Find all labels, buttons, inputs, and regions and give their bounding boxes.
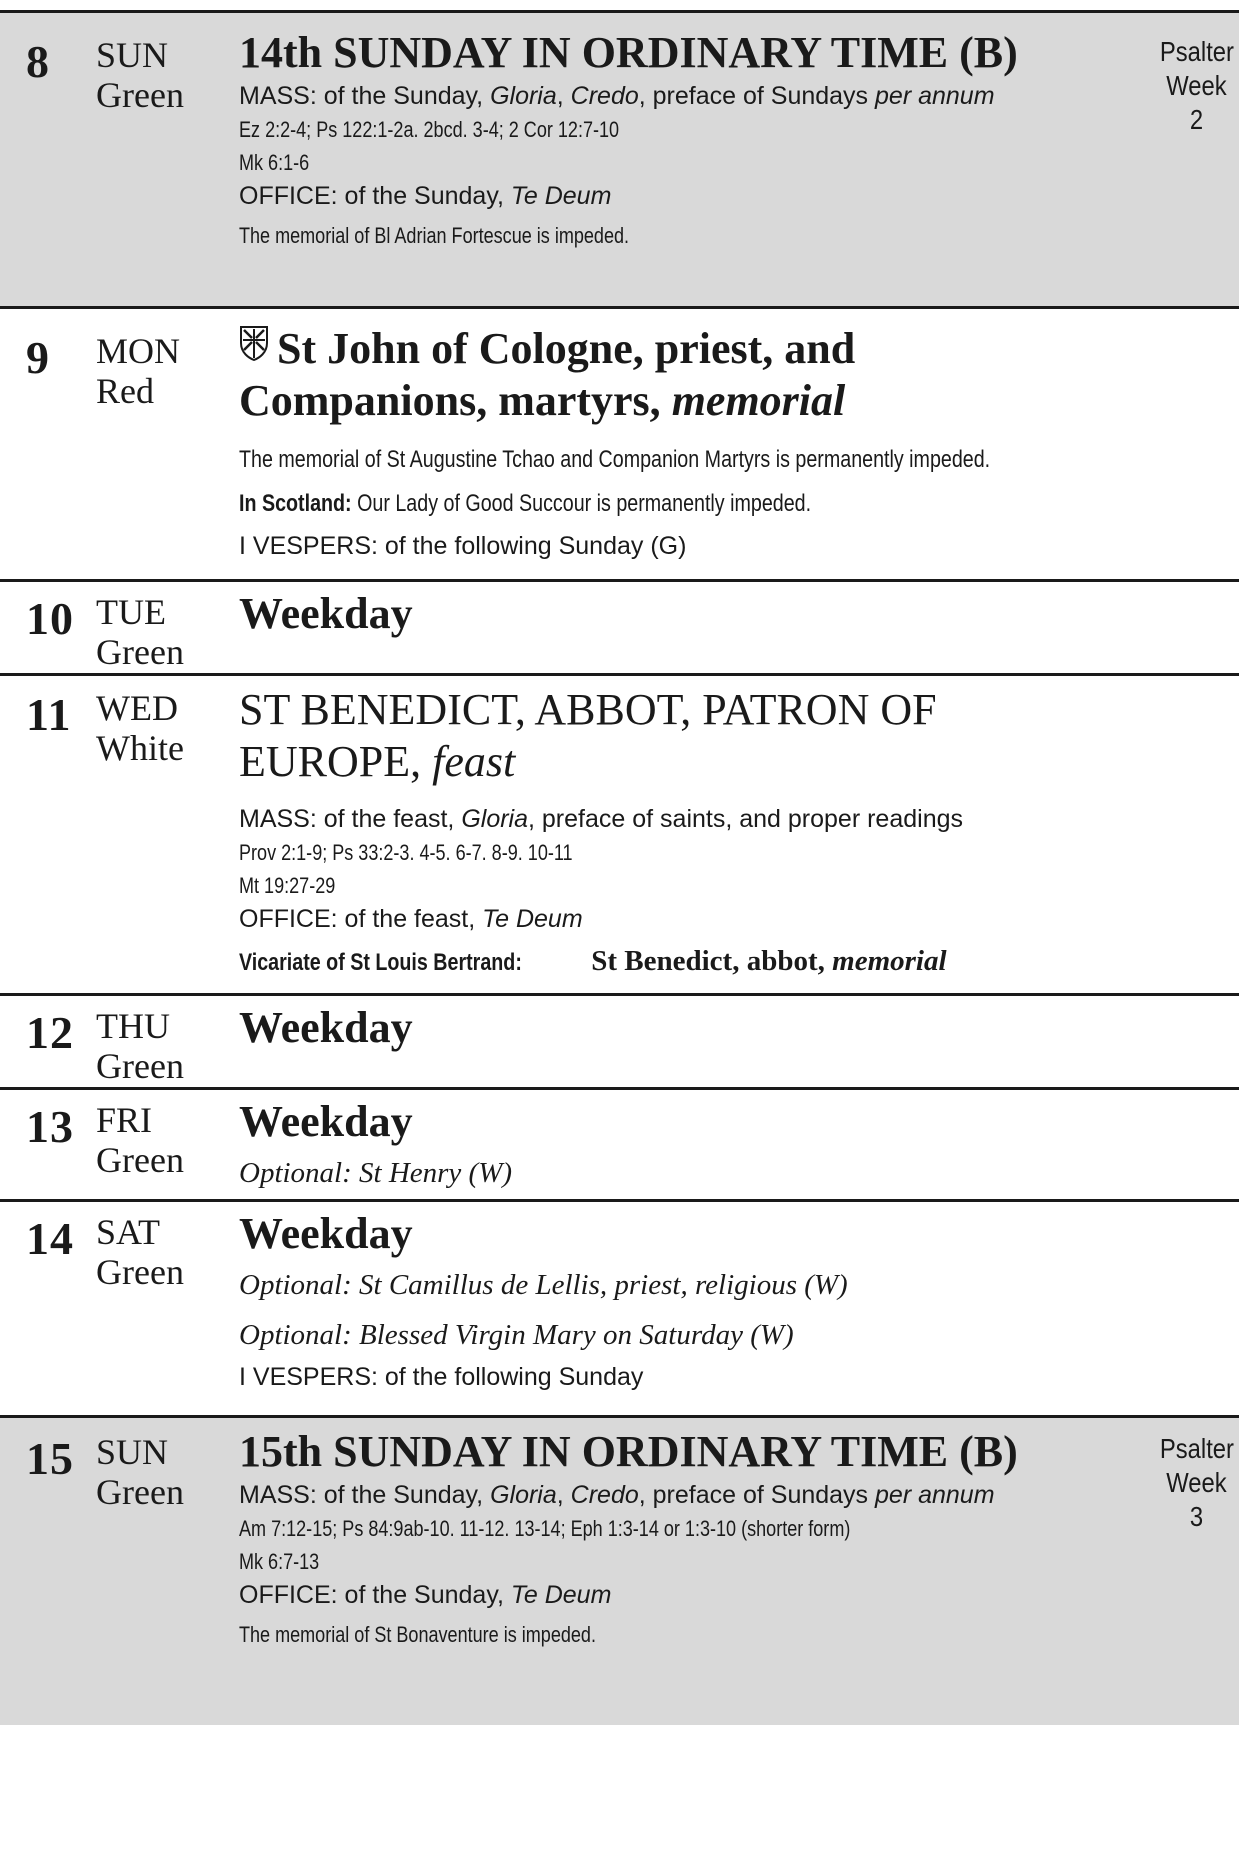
vespers-line: I VESPERS: of the following Sunday (G) bbox=[239, 532, 687, 560]
celebration-title: 14th SUNDAY IN ORDINARY TIME (B) bbox=[239, 28, 1018, 77]
entry-content bbox=[239, 323, 1109, 563]
office-line: OFFICE: of the Sunday, Te Deum bbox=[239, 1581, 612, 1609]
readings-line: Am 7:12-15; Ps 84:9ab-10. 11-12. 13-14; Eph 1:3-14 or 1:3-10 (shorter form) bbox=[239, 1516, 851, 1541]
day-of-week: SAT Green bbox=[96, 1212, 184, 1292]
vespers-line: I VESPERS: of the following Sunday bbox=[239, 1363, 644, 1391]
day-of-week: THU Green bbox=[96, 1006, 184, 1086]
gospel-line: Mk 6:1-6 bbox=[239, 150, 310, 175]
liturgical-colour: Green bbox=[96, 75, 184, 115]
mass-line: MASS: of the Sunday, Gloria, Credo, preface of Sundays per annum bbox=[239, 1481, 995, 1509]
office-line: OFFICE: of the Sunday, Te Deum bbox=[239, 182, 612, 210]
calendar-entry-9 bbox=[0, 306, 1239, 579]
day-number: 11 bbox=[26, 689, 72, 740]
psalter-week: Psalter Week 2 bbox=[1159, 36, 1234, 135]
calendar-entry-8 bbox=[0, 10, 1239, 306]
impeded-note: The memorial of St Augustine Tchao and Companion Martyrs is permanently impeded. bbox=[239, 446, 991, 473]
day-number: 12 bbox=[26, 1007, 74, 1058]
calendar-entry-15 bbox=[0, 1415, 1239, 1725]
mass-line: MASS: of the Sunday, Gloria, Credo, preface of Sundays per annum bbox=[239, 82, 995, 110]
liturgical-colour: White bbox=[96, 728, 184, 768]
impeded-note: The memorial of Bl Adrian Fortescue is impeded. bbox=[239, 223, 630, 248]
calendar-entry-13 bbox=[0, 1087, 1239, 1199]
day-number: 9 bbox=[26, 332, 50, 383]
calendar-entry-11 bbox=[0, 673, 1239, 993]
optional-memorial: Optional: Blessed Virgin Mary on Saturday (W) bbox=[239, 1319, 794, 1351]
entry-content bbox=[239, 588, 1109, 640]
liturgical-colour: Green bbox=[96, 632, 184, 672]
celebration-title: Weekday bbox=[239, 589, 413, 638]
entry-content bbox=[239, 27, 1109, 252]
gospel-line: Mk 6:7-13 bbox=[239, 1549, 320, 1574]
day-of-week: WED White bbox=[96, 688, 184, 768]
day-number: 14 bbox=[26, 1213, 74, 1264]
celebration-title: Weekday bbox=[239, 1003, 413, 1052]
calendar-entry-14 bbox=[0, 1199, 1239, 1415]
optional-memorial: Optional: St Henry (W) bbox=[239, 1157, 513, 1189]
calendar-entry-12 bbox=[0, 993, 1239, 1087]
scotland-note: In Scotland: Our Lady of Good Succour is permanently impeded. bbox=[239, 490, 812, 517]
day-number: 15 bbox=[26, 1433, 74, 1484]
impeded-note: The memorial of St Bonaventure is impeded. bbox=[239, 1622, 596, 1647]
celebration-title: ST BENEDICT, ABBOT, PATRON OF bbox=[239, 685, 937, 734]
day-of-week: MON Red bbox=[96, 331, 181, 411]
readings-line: Ez 2:2-4; Ps 122:1-2a. 2bcd. 3-4; 2 Cor 12:7-10 bbox=[239, 117, 620, 142]
liturgical-colour: Green bbox=[96, 1252, 184, 1292]
celebration-title-line2: Companions, martyrs, memorial bbox=[239, 376, 846, 425]
liturgical-colour: Green bbox=[96, 1140, 184, 1180]
optional-memorial: Optional: St Camillus de Lellis, priest, religious (W) bbox=[239, 1269, 848, 1301]
day-of-week: TUE Green bbox=[96, 592, 184, 672]
office-line: OFFICE: of the feast, Te Deum bbox=[239, 905, 583, 933]
entry-content bbox=[239, 1208, 1109, 1394]
day-number: 10 bbox=[26, 593, 74, 644]
liturgical-colour: Green bbox=[96, 1472, 184, 1512]
vicariate-note: Vicariate of St Louis Bertrand: St Benedict, abbot, memorial bbox=[239, 945, 947, 977]
gospel-line: Mt 19:27-29 bbox=[239, 873, 336, 898]
entry-content bbox=[239, 684, 1109, 982]
mass-line: MASS: of the feast, Gloria, preface of saints, and proper readings bbox=[239, 805, 964, 833]
day-number: 8 bbox=[26, 36, 50, 87]
celebration-title: St John of Cologne, priest, and bbox=[239, 323, 1109, 375]
liturgical-colour: Red bbox=[96, 371, 154, 411]
calendar-entry-10 bbox=[0, 579, 1239, 673]
celebration-rank: feast bbox=[432, 737, 516, 786]
entry-content bbox=[239, 1096, 1109, 1198]
day-of-week: SUN Green bbox=[96, 35, 184, 115]
celebration-title: Weekday bbox=[239, 1209, 413, 1258]
day-of-week: SUN Green bbox=[96, 1432, 184, 1512]
celebration-rank: memorial bbox=[671, 376, 846, 425]
celebration-title-line2: EUROPE, feast bbox=[239, 737, 516, 786]
psalter-week: Psalter Week 3 bbox=[1159, 1433, 1234, 1532]
readings-line: Prov 2:1-9; Ps 33:2-3. 4-5. 6-7. 8-9. 10-11 bbox=[239, 840, 573, 865]
day-number: 13 bbox=[26, 1101, 74, 1152]
liturgical-colour: Green bbox=[96, 1046, 184, 1086]
entry-content bbox=[239, 1426, 1109, 1651]
celebration-title: 15th SUNDAY IN ORDINARY TIME (B) bbox=[239, 1427, 1018, 1476]
dominican-shield-icon bbox=[239, 325, 269, 361]
entry-content bbox=[239, 1002, 1109, 1054]
celebration-title: Weekday bbox=[239, 1097, 413, 1146]
day-of-week: FRI Green bbox=[96, 1100, 184, 1180]
